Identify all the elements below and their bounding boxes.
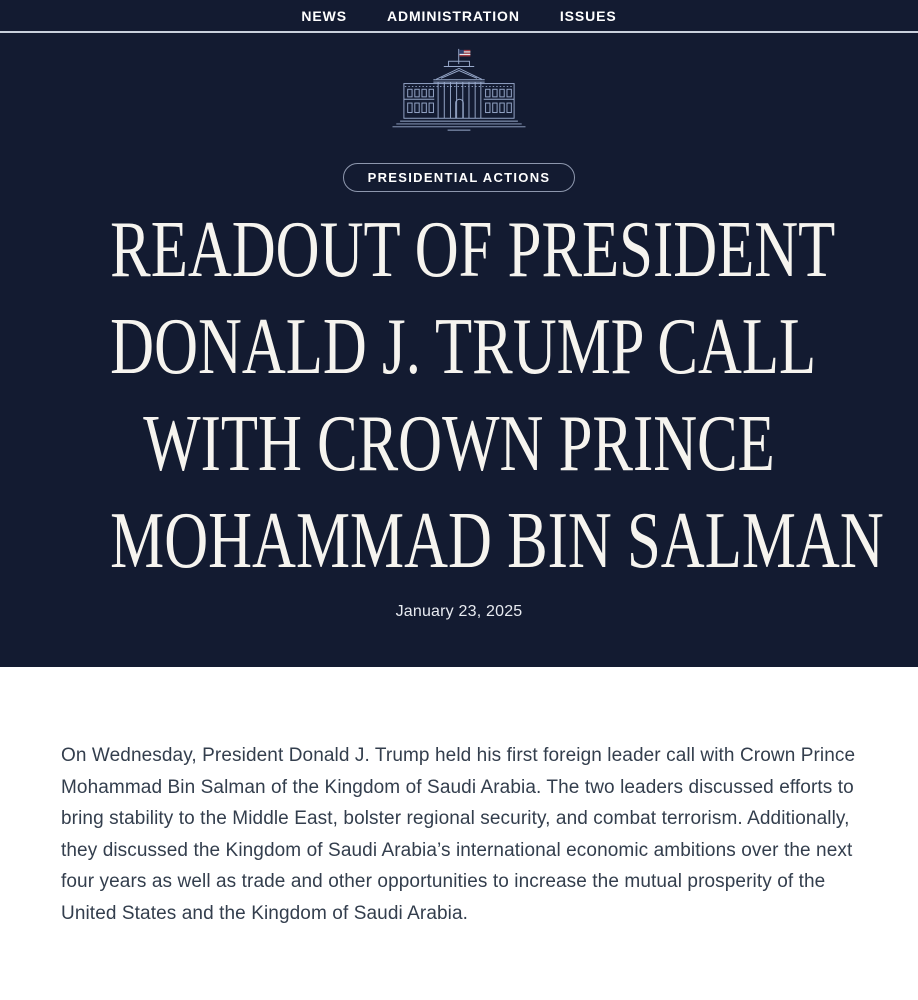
article-paragraph: On Wednesday, President Donald J. Trump held his first foreign leader call with Crown Prince Mohammad Bin Salman of the Kingdom of Saudi Arabia. The two leaders discussed efforts to bring stability to the Middle East, bolster regional security, and combat terrorism. Additionally, they discussed the Kingdom of Saudi Arabia’s international economic ambitions over the next four years as well as trade and other opportunities to increase the mutual prosperity of the United States and the Kingdom of Saudi Arabia. <box>61 745 856 924</box>
top-nav-links <box>301 8 616 24</box>
hero-section <box>0 33 918 667</box>
nav-item-news[interactable]: NEWS <box>301 7 347 24</box>
white-house-logo[interactable] <box>383 47 535 142</box>
article-date: January 23, 2025 <box>395 603 523 620</box>
page-title <box>110 202 884 590</box>
nav-item-issues[interactable]: ISSUES <box>559 7 617 24</box>
page-title-line-1: READOUT OF PRESIDENT <box>110 206 836 294</box>
page-title-line-4: MOHAMMAD BIN SALMAN <box>110 497 884 585</box>
page-title-line-3: WITH CROWN PRINCE <box>143 400 775 488</box>
us-flag-icon <box>459 50 470 57</box>
top-nav <box>0 0 918 33</box>
page-title-line-2: DONALD J. TRUMP CALL <box>110 303 817 391</box>
presidential-actions-badge[interactable]: PRESIDENTIAL ACTIONS <box>343 163 576 192</box>
nav-item-administration[interactable]: ADMINISTRATION <box>386 7 520 24</box>
article-body <box>0 667 918 969</box>
